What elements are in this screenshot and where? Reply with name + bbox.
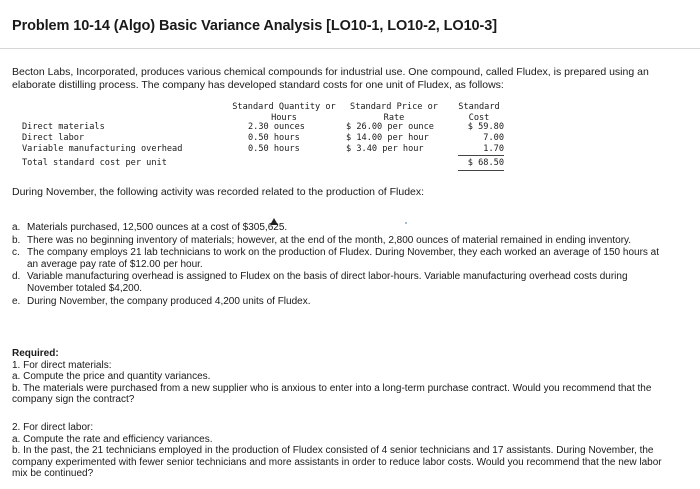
row-cost-direct-labor: 7.00 xyxy=(483,133,504,143)
part1-title: 1. For direct materials: xyxy=(12,359,112,371)
item-text: Materials purchased, 12,500 ounces at a cost of $305,625. xyxy=(27,222,288,233)
list-item xyxy=(12,235,672,247)
section-gap xyxy=(12,406,677,422)
part2-title: 2. For direct labor: xyxy=(12,421,94,433)
header-qty-line2: Hours xyxy=(271,113,297,123)
total-cost: $ 68.50 xyxy=(467,158,504,168)
row-qty-direct-labor: 0.50 hours xyxy=(248,133,300,143)
part1-a: a. Compute the price and quantity variances. xyxy=(12,371,211,383)
required-section xyxy=(12,348,677,480)
list-item xyxy=(12,271,672,294)
row-label-direct-labor: Direct labor xyxy=(22,133,85,143)
row-qty-variable-overhead: 0.50 hours xyxy=(248,144,300,154)
total-label: Total standard cost per unit xyxy=(22,158,167,168)
required-heading: Required: xyxy=(12,348,59,359)
item-text: The company employs 21 lab technicians to work on the production of Fludex. During November, they each worked an average of 150 hours at an average pay rate of $12.00 per hour. xyxy=(27,247,660,270)
header-qty-line1: Standard Quantity or xyxy=(232,102,336,112)
item-text: There was no beginning inventory of materials; however, at the end of the month, 2,800 ounces of material remained in ending inventory. xyxy=(27,234,632,246)
problem-intro: Becton Labs, Incorporated, produces various chemical compounds for industrial use. One compound, called Fludex, is prepared using an elaborate distilling process. The company has developed standard costs for one unit of Fludex, as follows: xyxy=(12,66,649,91)
list-item xyxy=(12,296,672,308)
row-price-direct-labor: $ 14.00 per hour xyxy=(346,133,429,143)
total-rule xyxy=(458,170,504,171)
problem-title: Problem 10-14 (Algo) Basic Variance Analysis [LO10-1, LO10-2, LO10-3] xyxy=(12,18,497,34)
header-price-line1: Standard Price or xyxy=(350,102,438,112)
item-marker: e. xyxy=(12,295,21,307)
header-price-line2: Rate xyxy=(383,113,405,123)
title-divider xyxy=(0,48,700,49)
item-marker: b. xyxy=(12,234,21,246)
row-cost-variable-overhead: 1.70 xyxy=(483,144,504,154)
row-cost-direct-materials: $ 59.80 xyxy=(467,122,504,132)
list-item xyxy=(12,247,672,270)
header-cost-line2: Cost xyxy=(468,113,490,123)
row-label-variable-overhead: Variable manufacturing overhead xyxy=(22,144,183,154)
row-price-direct-materials: $ 26.00 per ounce xyxy=(346,122,434,132)
part1-b: b. The materials were purchased from a new supplier who is anxious to enter into a long-term purchase contract. Would you recommend that the company sign the contract? xyxy=(12,382,652,406)
item-marker: c. xyxy=(12,247,20,259)
item-text: Variable manufacturing overhead is assigned to Fludex on the basis of direct labor-hours. Variable manufacturing overhead costs during November totaled $4,200. xyxy=(27,271,628,294)
row-qty-direct-materials: 2.30 ounces xyxy=(248,122,305,132)
activity-intro: During November, the following activity was recorded related to the production of Fludex: xyxy=(12,186,425,198)
row-label-direct-materials: Direct materials xyxy=(22,122,105,132)
header-cost-line1: Standard xyxy=(458,102,500,112)
item-marker: a. xyxy=(12,222,21,233)
part2-b: b. In the past, the 21 technicians employed in the production of Fludex consisted of 4 senior technicians and 17 assistants. During November, the company experimented with fewer senior technicians and more assistants in order to reduce labor costs. Would you recommend that the new labor mix be continued? xyxy=(12,445,662,480)
part2-a: a. Compute the rate and efficiency variances. xyxy=(12,433,213,445)
item-text: During November, the company produced 4,200 units of Fludex. xyxy=(27,295,311,307)
subtotal-rule xyxy=(458,155,504,156)
row-price-variable-overhead: $ 3.40 per hour xyxy=(346,144,424,154)
item-marker: d. xyxy=(12,271,21,283)
list-item xyxy=(12,222,672,234)
activity-list xyxy=(12,222,672,308)
